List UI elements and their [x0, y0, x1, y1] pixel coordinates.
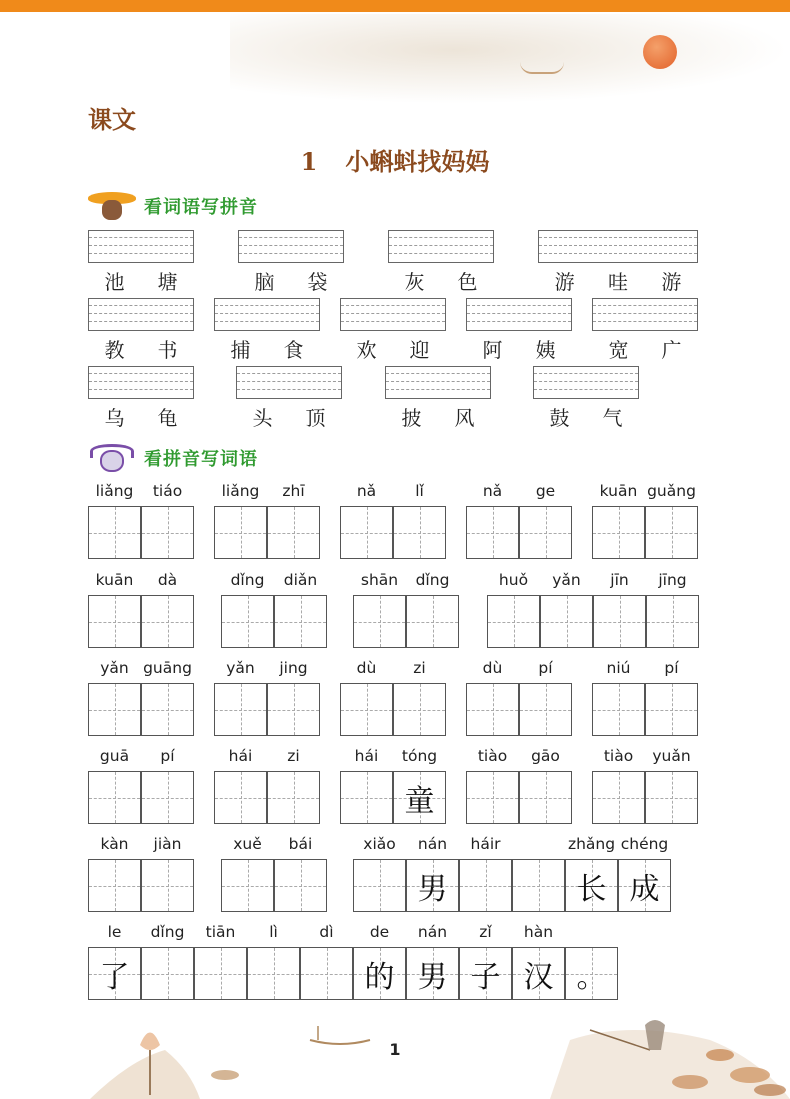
given-character: [467, 772, 518, 823]
given-character: [142, 860, 193, 911]
writing-grid-cell[interactable]: [565, 859, 618, 912]
writing-grid-cell[interactable]: [141, 683, 194, 736]
vocab-word: [385, 402, 491, 431]
vocab-word: [533, 402, 639, 431]
vocab-word: [214, 334, 320, 363]
pinyin-label: tiào: [477, 747, 508, 765]
vocab-character: 塘: [157, 270, 178, 294]
writing-grid-cell[interactable]: [406, 947, 459, 1000]
given-character: [394, 684, 445, 735]
writing-grid-cell[interactable]: [141, 506, 194, 559]
writing-grid-cell[interactable]: [221, 859, 274, 912]
given-character: [341, 772, 392, 823]
writing-grid-cell[interactable]: [645, 683, 698, 736]
pinyin-answer-box[interactable]: [214, 298, 320, 331]
pinyin-label: shān: [360, 571, 399, 589]
pinyin-label: tiáo: [152, 482, 183, 500]
pinyin-label: zhǎng: [567, 835, 616, 853]
pinyin-label: yǎn: [552, 571, 581, 589]
writing-grid-cell[interactable]: [459, 947, 512, 1000]
given-character: [142, 596, 193, 647]
pinyin-answer-box[interactable]: [388, 230, 494, 263]
writing-grid-cell[interactable]: [340, 506, 393, 559]
writing-grid-cell[interactable]: [274, 595, 327, 648]
writing-grid-cell[interactable]: [459, 859, 512, 912]
pinyin-answer-box[interactable]: [236, 366, 342, 399]
writing-grid-cell[interactable]: [393, 771, 446, 824]
given-character: [142, 684, 193, 735]
lesson-number: 1: [300, 147, 318, 176]
pinyin-answer-box[interactable]: [592, 298, 698, 331]
pinyin-answer-box[interactable]: [385, 366, 491, 399]
given-character: [275, 860, 326, 911]
given-character: 长: [576, 871, 607, 907]
pinyin-label: liǎng: [95, 482, 134, 500]
vocab-word: [388, 266, 494, 295]
pinyin-label: dǐng: [415, 571, 450, 589]
writing-grid-cell[interactable]: [645, 771, 698, 824]
pinyin-label: yǎn: [100, 659, 129, 677]
given-character: 成: [629, 871, 660, 907]
vocab-character: 顶: [305, 406, 326, 430]
writing-grid-cell[interactable]: [340, 771, 393, 824]
writing-grid-cell[interactable]: [340, 683, 393, 736]
writing-grid-cell[interactable]: [141, 947, 194, 1000]
given-character: [646, 684, 697, 735]
vocab-character: 书: [157, 338, 178, 362]
writing-grid-cell[interactable]: [466, 683, 519, 736]
writing-grid-cell[interactable]: [88, 595, 141, 648]
vocab-character: 游: [554, 270, 575, 294]
pinyin-label: bái: [288, 835, 313, 853]
pinyin-label: dì: [319, 923, 334, 941]
pinyin-label: dǐng: [230, 571, 265, 589]
writing-grid-cell[interactable]: [214, 683, 267, 736]
writing-grid-cell[interactable]: [247, 947, 300, 1000]
writing-grid-cell[interactable]: [88, 683, 141, 736]
vocab-character: 迎: [409, 338, 430, 362]
pinyin-label: chéng: [620, 835, 669, 853]
pinyin-answer-box[interactable]: [466, 298, 572, 331]
given-character: 子: [470, 959, 501, 995]
writing-grid-cell[interactable]: [300, 947, 353, 1000]
pinyin-label: pí: [664, 659, 679, 677]
pinyin-label: jīn: [610, 571, 629, 589]
writing-grid-cell[interactable]: [618, 859, 671, 912]
given-character: 。: [576, 959, 607, 995]
given-character: [89, 596, 140, 647]
vocab-character: 头: [252, 406, 273, 430]
pinyin-label: tóng: [401, 747, 438, 765]
given-character: 男: [417, 959, 448, 995]
vocab-character: 灰: [404, 270, 425, 294]
writing-grid-cell[interactable]: [194, 947, 247, 1000]
writing-grid-cell[interactable]: [592, 771, 645, 824]
page-number: 1: [389, 1040, 401, 1059]
given-character: [215, 772, 266, 823]
writing-grid-cell[interactable]: [214, 506, 267, 559]
writing-grid-cell[interactable]: [141, 595, 194, 648]
given-character: [520, 507, 571, 558]
vocab-word: [88, 402, 194, 431]
pinyin-label: jīng: [658, 571, 687, 589]
writing-grid-cell[interactable]: [512, 859, 565, 912]
given-character: [268, 684, 319, 735]
given-character: [513, 860, 564, 911]
writing-grid-cell[interactable]: [88, 947, 141, 1000]
given-character: [646, 772, 697, 823]
vocab-character: 姨: [535, 338, 556, 362]
pinyin-label: háir: [470, 835, 501, 853]
given-character: 汉: [523, 959, 554, 995]
writing-grid-cell[interactable]: [214, 771, 267, 824]
writing-grid-cell[interactable]: [592, 506, 645, 559]
pinyin-label: hái: [228, 747, 253, 765]
given-character: [195, 948, 246, 999]
pinyin-label: kuān: [95, 571, 134, 589]
writing-grid-cell[interactable]: [466, 506, 519, 559]
pinyin-label: diǎn: [283, 571, 318, 589]
given-character: 童: [404, 783, 435, 819]
pinyin-label: xiǎo: [363, 835, 396, 853]
pinyin-label: jing: [279, 659, 308, 677]
writing-grid-cell[interactable]: [466, 771, 519, 824]
boat-decoration: [520, 62, 564, 74]
vocab-character: 袋: [307, 270, 328, 294]
pinyin-label: zhī: [282, 482, 305, 500]
vocab-character: 游: [661, 270, 682, 294]
pinyin-label: ge: [535, 482, 556, 500]
writing-grid-cell[interactable]: [141, 771, 194, 824]
header-landscape-decoration: [230, 14, 790, 104]
vocab-character: 鼓: [549, 406, 570, 430]
pinyin-answer-box[interactable]: [88, 366, 194, 399]
vocab-word: [88, 334, 194, 363]
writing-grid-cell[interactable]: [274, 859, 327, 912]
given-character: [467, 684, 518, 735]
given-character: [594, 596, 645, 647]
vocab-word: [466, 334, 572, 363]
given-character: [222, 860, 273, 911]
writing-grid-cell[interactable]: [406, 859, 459, 912]
writing-grid-cell[interactable]: [487, 595, 540, 648]
pinyin-label: nǎ: [356, 482, 377, 500]
pinyin-label: dù: [356, 659, 377, 677]
given-character: [354, 860, 405, 911]
vocab-character: 脑: [254, 270, 275, 294]
given-character: [341, 507, 392, 558]
pinyin-label: yǎn: [226, 659, 255, 677]
writing-grid-cell[interactable]: [565, 947, 618, 1000]
pinyin-label: zǐ: [479, 923, 492, 941]
given-character: [275, 596, 326, 647]
vocab-character: 哇: [607, 270, 628, 294]
writing-grid-cell[interactable]: [646, 595, 699, 648]
pinyin-label: gāo: [531, 747, 560, 765]
given-character: [520, 772, 571, 823]
pinyin-label: yuǎn: [652, 747, 691, 765]
part1-title: 看词语写拼音: [144, 197, 258, 218]
pinyin-label: lǐ: [415, 482, 424, 500]
pinyin-label: liǎng: [221, 482, 260, 500]
writing-grid-cell[interactable]: [519, 683, 572, 736]
given-character: [142, 507, 193, 558]
given-character: [646, 507, 697, 558]
pinyin-answer-box[interactable]: [538, 230, 698, 263]
part2-title: 看拼音写词语: [144, 449, 258, 470]
pinyin-answer-box[interactable]: [238, 230, 344, 263]
pinyin-label: kàn: [100, 835, 129, 853]
writing-grid-cell[interactable]: [353, 947, 406, 1000]
pinyin-answer-box[interactable]: [533, 366, 639, 399]
vocab-character: 乌: [104, 406, 125, 430]
given-character: [647, 596, 698, 647]
pinyin-label: dǐng: [150, 923, 185, 941]
pinyin-label: niú: [606, 659, 631, 677]
lesson-name: 小蝌蚪找妈妈: [345, 147, 490, 176]
pinyin-label: le: [107, 923, 122, 941]
pinyin-label: tiào: [603, 747, 634, 765]
given-character: [89, 684, 140, 735]
pinyin-label: nán: [417, 923, 448, 941]
given-character: [407, 596, 458, 647]
writing-grid-cell[interactable]: [645, 506, 698, 559]
writing-grid-cell[interactable]: [512, 947, 565, 1000]
given-character: [215, 684, 266, 735]
vocab-word: [236, 402, 342, 431]
given-character: [215, 507, 266, 558]
given-character: [89, 507, 140, 558]
pinyin-label: nǎ: [482, 482, 503, 500]
part2-heading: [88, 442, 258, 474]
vocab-character: 捕: [230, 338, 251, 362]
writing-grid-cell[interactable]: [519, 771, 572, 824]
writing-grid-cell[interactable]: [353, 859, 406, 912]
given-character: 的: [364, 959, 395, 995]
pinyin-label: zi: [413, 659, 426, 677]
bull-mascot-icon: [88, 442, 136, 474]
pinyin-label: guā: [99, 747, 130, 765]
pinyin-label: guāng: [143, 659, 192, 677]
part1-heading: [88, 190, 258, 222]
given-character: [488, 596, 539, 647]
pinyin-label: pí: [160, 747, 175, 765]
pinyin-answer-box[interactable]: [88, 298, 194, 331]
given-character: [268, 507, 319, 558]
vocab-character: 欢: [356, 338, 377, 362]
pinyin-label: guǎng: [647, 482, 696, 500]
given-character: 了: [99, 959, 130, 995]
vocab-character: 风: [454, 406, 475, 430]
given-character: [520, 684, 571, 735]
writing-grid-cell[interactable]: [393, 506, 446, 559]
writing-grid-cell[interactable]: [141, 859, 194, 912]
vocab-character: 披: [401, 406, 422, 430]
given-character: [460, 860, 511, 911]
given-character: [354, 596, 405, 647]
writing-grid-cell[interactable]: [267, 506, 320, 559]
pinyin-label: tiān: [205, 923, 236, 941]
pinyin-label: hái: [354, 747, 379, 765]
given-character: [394, 507, 445, 558]
lesson-title: [0, 142, 790, 177]
given-character: [341, 684, 392, 735]
writing-grid-cell[interactable]: [393, 683, 446, 736]
writing-grid-cell[interactable]: [592, 683, 645, 736]
vocab-character: 阿: [482, 338, 503, 362]
pinyin-label: lì: [269, 923, 278, 941]
vocab-character: 食: [283, 338, 304, 362]
given-character: [142, 772, 193, 823]
section-title: 课文: [88, 105, 136, 134]
given-character: [89, 860, 140, 911]
vocab-character: 龟: [157, 406, 178, 430]
given-character: [248, 948, 299, 999]
given-character: [268, 772, 319, 823]
lotus-landscape-decoration: [70, 1000, 790, 1099]
given-character: [593, 772, 644, 823]
pinyin-label: nán: [417, 835, 448, 853]
writing-grid-cell[interactable]: [88, 506, 141, 559]
pinyin-label: xuě: [233, 835, 262, 853]
pinyin-label: dù: [482, 659, 503, 677]
pinyin-label: huǒ: [498, 571, 529, 589]
given-character: [301, 948, 352, 999]
pinyin-answer-box[interactable]: [88, 230, 194, 263]
pinyin-label: kuān: [599, 482, 638, 500]
pinyin-label: pí: [538, 659, 553, 677]
top-border: [0, 0, 790, 12]
vocab-character: 色: [457, 270, 478, 294]
vocab-word: [538, 266, 698, 295]
writing-grid-cell[interactable]: [267, 683, 320, 736]
vocab-word: [88, 266, 194, 295]
given-character: [467, 507, 518, 558]
pinyin-label: de: [369, 923, 390, 941]
given-character: [89, 772, 140, 823]
writing-grid-cell[interactable]: [88, 859, 141, 912]
pinyin-label: dà: [157, 571, 178, 589]
writing-grid-cell[interactable]: [519, 506, 572, 559]
pinyin-label: jiàn: [153, 835, 182, 853]
pinyin-answer-box[interactable]: [340, 298, 446, 331]
given-character: [541, 596, 592, 647]
given-character: [593, 507, 644, 558]
vocab-character: 宽: [608, 338, 629, 362]
vocab-character: 池: [104, 270, 125, 294]
writing-grid-cell[interactable]: [593, 595, 646, 648]
vocab-word: [238, 266, 344, 295]
vocab-character: 广: [661, 338, 682, 362]
pinyin-label: zi: [287, 747, 300, 765]
writing-grid-cell[interactable]: [267, 771, 320, 824]
vocab-word: [592, 334, 698, 363]
vocab-character: 教: [104, 338, 125, 362]
writing-grid-cell[interactable]: [540, 595, 593, 648]
straw-hat-mascot-icon: [88, 190, 136, 222]
writing-grid-cell[interactable]: [88, 771, 141, 824]
given-character: [142, 948, 193, 999]
given-character: [593, 684, 644, 735]
writing-grid-cell[interactable]: [353, 595, 406, 648]
sun-decoration: [643, 35, 677, 69]
writing-grid-cell[interactable]: [406, 595, 459, 648]
given-character: [222, 596, 273, 647]
given-character: 男: [417, 871, 448, 907]
writing-grid-cell[interactable]: [221, 595, 274, 648]
pinyin-label: hàn: [523, 923, 554, 941]
vocab-word: [340, 334, 446, 363]
vocab-character: 气: [602, 406, 623, 430]
